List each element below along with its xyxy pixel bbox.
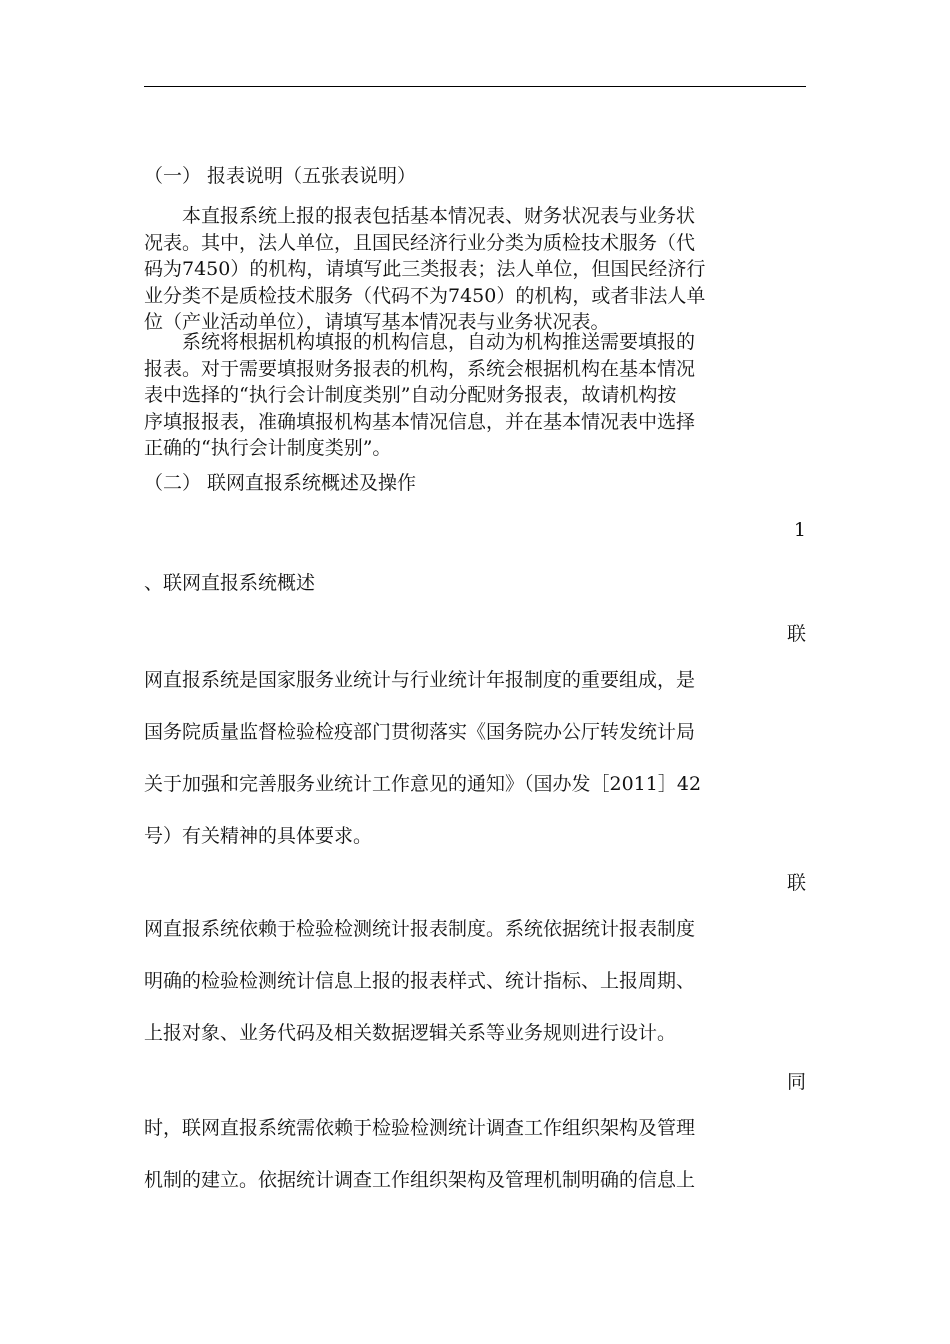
text-line: 业分类不是质检技术服务（代码不为7450）的机构，或者非法人单	[144, 284, 706, 307]
paragraph-report-scope	[144, 203, 806, 336]
text-line: 国务院质量监督检验检疫部门贯彻落实《国务院办公厅转发统计局	[144, 721, 696, 743]
heading-system-overview: （二） 联网直报系统概述及操作	[144, 472, 417, 494]
text-line: 关于加强和完善服务业统计工作意见的通知》（国办发［2011］42	[144, 773, 702, 795]
section-title: 、联网直报系统概述	[144, 572, 316, 594]
paragraph-report-assignment	[144, 329, 806, 462]
text-line: 表中选择的“执行会计制度类别”自动分配财务报表，故请机构按	[144, 384, 677, 406]
paragraph-lead-char: 联	[786, 872, 806, 894]
paragraph-lead-char: 同	[786, 1071, 806, 1093]
text-line: 机制的建立。依据统计调查工作组织架构及管理机制明确的信息上	[144, 1169, 696, 1191]
text-line: 网直报系统是国家服务业统计与行业统计年报制度的重要组成，是	[144, 669, 696, 691]
text-line: 网直报系统依赖于检验检测统计报表制度。系统依据统计报表制度	[144, 918, 696, 940]
paragraph-system-organization	[144, 1102, 806, 1206]
header-rule	[144, 86, 806, 87]
text-line: 正确的“执行会计制度类别”。	[144, 437, 392, 459]
text-line: 号）有关精神的具体要求。	[144, 825, 373, 847]
section-number: 1	[793, 519, 806, 541]
text-line: 报表。对于需要填报财务报表的机构，系统会根据机构在基本情况	[144, 357, 696, 380]
text-line: 明确的检验检测统计信息上报的报表样式、统计指标、上报周期、	[144, 970, 696, 992]
text-line: 序填报报表，准确填报机构基本情况信息，并在基本情况表中选择	[144, 410, 696, 433]
text-line: 上报对象、业务代码及相关数据逻辑关系等业务规则进行设计。	[144, 1022, 677, 1044]
text-line: 码为7450）的机构，请填写此三类报表；法人单位，但国民经济行	[144, 258, 706, 280]
paragraph-lead-char: 联	[786, 623, 806, 645]
heading-report-description: （一） 报表说明（五张表说明）	[144, 165, 417, 187]
paragraph-system-purpose	[144, 654, 806, 862]
text-line: 本直报系统上报的报表包括基本情况表、财务状况表与业务状	[144, 205, 696, 227]
text-line: 时，联网直报系统需依赖于检验检测统计调查工作组织架构及管理	[144, 1117, 696, 1139]
text-line: 系统将根据机构填报的机构信息，自动为机构推送需要填报的	[144, 331, 696, 353]
text-line: 位（产业活动单位），请填写基本情况表与业务状况表。	[144, 311, 610, 333]
text-line: 况表。其中，法人单位，且国民经济行业分类为质检技术服务（代	[144, 231, 696, 254]
paragraph-system-dependency	[144, 903, 806, 1059]
